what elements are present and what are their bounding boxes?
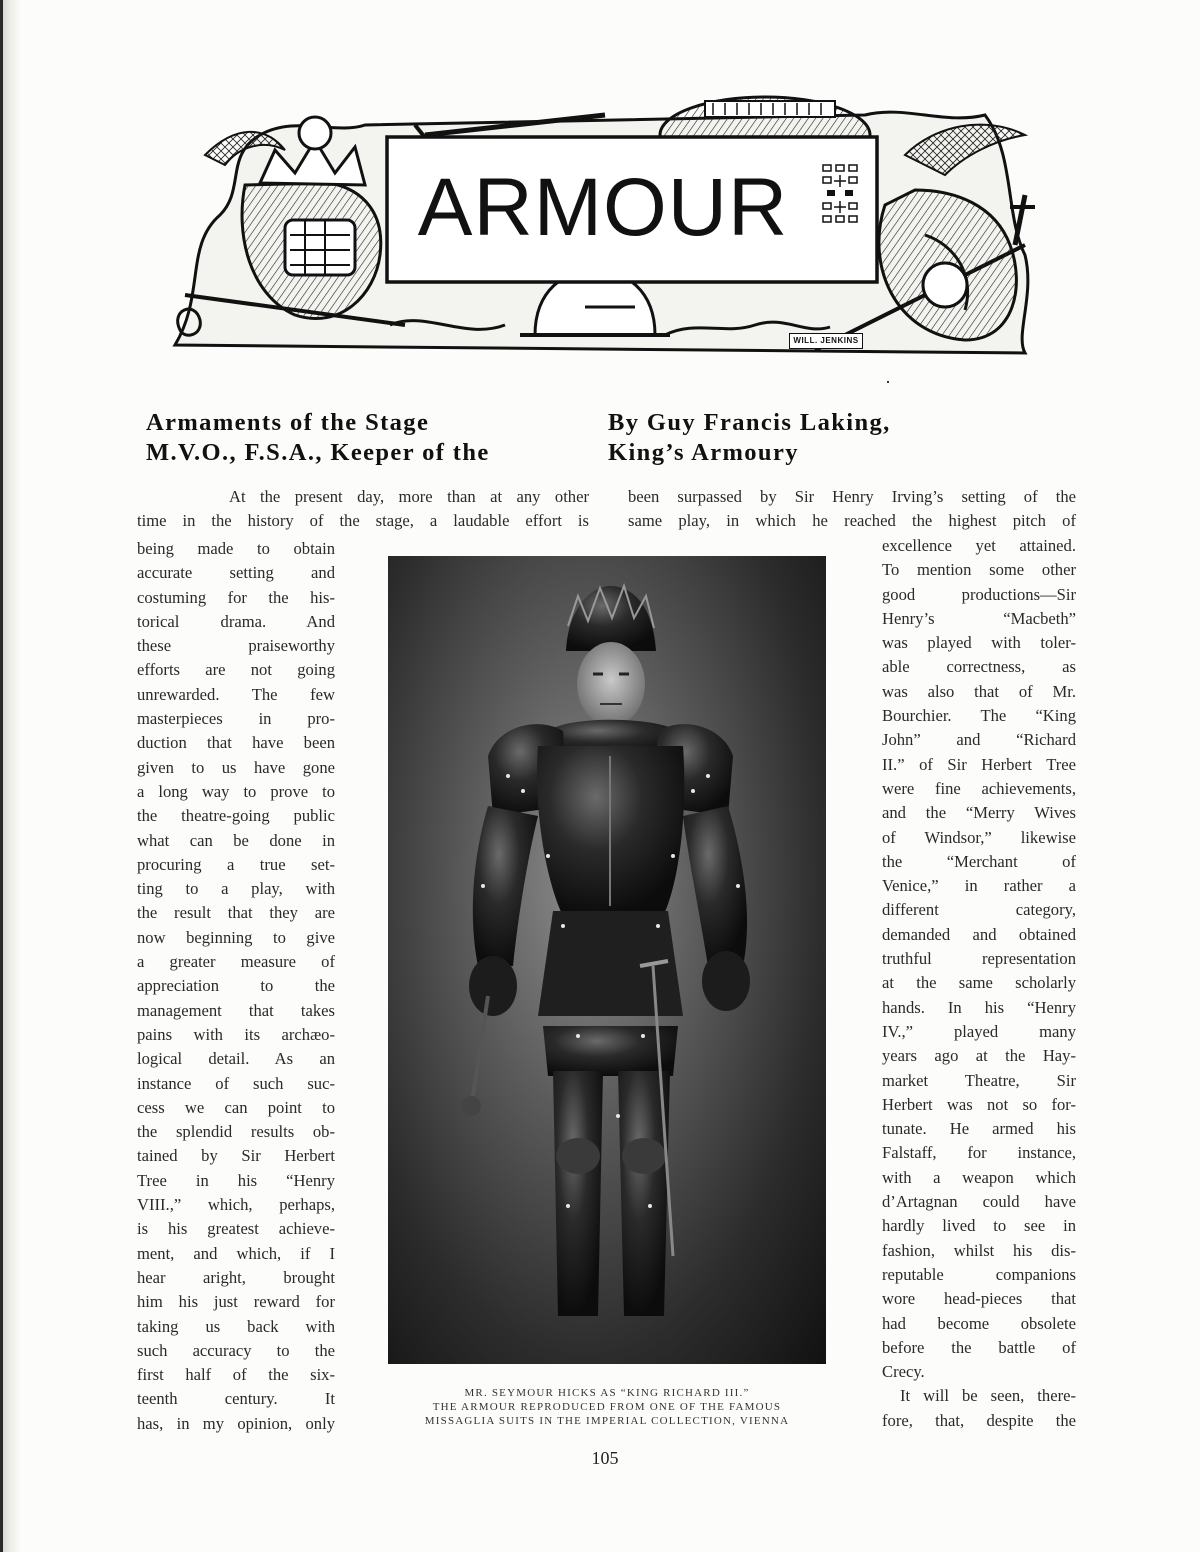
artist-signature: WILL. JENKINS	[789, 333, 863, 349]
text-line: It will be seen, there-	[900, 1386, 1076, 1406]
text-line: pains with its archæo-	[137, 1024, 335, 1044]
text-line: at the same scholarly	[882, 973, 1076, 993]
text-line: reputable companions	[882, 1264, 1076, 1284]
text-line: VIII.,” which, perhaps,	[137, 1195, 335, 1215]
text-line: At the present day, more than at any other	[229, 487, 589, 506]
text-line: was played with toler-	[882, 633, 1076, 653]
text-line: him his just reward for	[137, 1292, 335, 1312]
text-line: is his greatest achieve-	[137, 1219, 335, 1239]
text-line: logical detail. As an	[137, 1049, 335, 1069]
text-line: ting to a play, with	[137, 879, 335, 899]
text-line: wore head-pieces that	[882, 1289, 1076, 1309]
text-line: appreciation to the	[137, 976, 335, 996]
photo-seymour-hicks-in-armour	[388, 556, 826, 1364]
text-line: market Theatre, Sir	[882, 1070, 1076, 1090]
text-line: were fine achievements,	[882, 778, 1076, 798]
article-headline	[146, 408, 1026, 468]
text-line: d’Artagnan could have	[882, 1192, 1076, 1212]
headline-byline: By Guy Francis Laking,	[608, 409, 891, 436]
headline-credentials: M.V.O., F.S.A., Keeper of the	[146, 439, 490, 466]
text-line: Venice,” in rather a	[882, 876, 1076, 896]
text-line: given to us have gone	[137, 757, 335, 777]
article-text-left-column	[137, 537, 335, 1436]
text-line: cess we can point to	[137, 1097, 335, 1117]
text-line: procuring a true set-	[137, 854, 335, 874]
text-line: and the “Merry Wives	[882, 803, 1076, 823]
text-line: instance of such suc-	[137, 1073, 335, 1093]
text-line: now beginning to give	[137, 927, 335, 947]
text-line: truthful representation	[882, 949, 1076, 969]
text-line: taking us back with	[137, 1316, 335, 1336]
text-line: hands. In his “Henry	[882, 997, 1076, 1017]
page-binding-edge	[0, 0, 21, 1552]
text-line: costuming for the his-	[137, 587, 335, 607]
text-line: the “Merchant of	[882, 851, 1076, 871]
text-line: excellence yet attained.	[882, 536, 1076, 555]
text-line: Henry’s “Macbeth”	[882, 608, 1076, 628]
text-line: To mention some other	[882, 560, 1076, 580]
photo-caption	[366, 1386, 848, 1428]
text-line: has, in my opinion, only	[137, 1413, 335, 1433]
text-line: same play, in which he reached the highest pitch of	[628, 511, 1076, 531]
text-line: Bourchier. The “King	[882, 706, 1076, 726]
text-line: unrewarded. The few	[137, 684, 335, 704]
text-line: these praiseworthy	[137, 636, 335, 656]
text-line: the splendid results ob-	[137, 1122, 335, 1142]
text-line: accurate setting and	[137, 563, 335, 583]
text-line: teenth century. It	[137, 1389, 335, 1409]
speck	[887, 381, 889, 383]
text-line: a long way to prove to	[137, 781, 335, 801]
armoured-figure-silhouette	[388, 556, 826, 1364]
text-line: of Windsor,” likewise	[882, 827, 1076, 847]
text-line: a greater measure of	[137, 952, 335, 972]
text-line: hardly lived to see in	[882, 1216, 1076, 1236]
banner-title: ARMOUR	[417, 162, 789, 253]
text-line: the theatre-going public	[137, 806, 335, 826]
text-line: Herbert was not so for-	[882, 1094, 1076, 1114]
caption-line-2: THE ARMOUR REPRODUCED FROM ONE OF THE FAMOUS	[432, 1401, 782, 1413]
text-line: hear aright, brought	[137, 1267, 335, 1287]
text-line: ment, and which, if I	[137, 1243, 335, 1263]
article-text-top-left	[137, 485, 589, 534]
text-line: John” and “Richard	[882, 730, 1076, 750]
caption-line-3: MISSAGLIA SUITS IN THE IMPERIAL COLLECTION, VIENNA	[424, 1415, 790, 1427]
text-line: before the battle of	[882, 1337, 1076, 1357]
text-line: IV.,” played many	[882, 1021, 1076, 1041]
text-line: first half of the six-	[137, 1365, 335, 1385]
headline-title: Armaments of the Stage	[146, 409, 430, 436]
text-line: good productions—Sir	[882, 584, 1076, 604]
text-line: years ago at the Hay-	[882, 1046, 1076, 1066]
text-line: able correctness, as	[882, 657, 1076, 677]
caption-line-1: MR. SEYMOUR HICKS AS “KING RICHARD III.”	[464, 1387, 750, 1399]
text-line: duction that have been	[137, 733, 335, 753]
text-line: torical drama. And	[137, 611, 335, 631]
text-line: Tree in his “Henry	[137, 1170, 335, 1190]
text-line: Crecy.	[882, 1362, 925, 1382]
text-line: Falstaff, for instance,	[882, 1143, 1076, 1163]
text-line: was also that of Mr.	[882, 681, 1076, 701]
text-line: what can be done in	[137, 830, 335, 850]
text-line: different category,	[882, 900, 1076, 920]
article-text-top-right	[628, 485, 1076, 534]
text-line: tained by Sir Herbert	[137, 1146, 335, 1166]
armour-banner	[165, 95, 1035, 358]
text-line: masterpieces in pro-	[137, 709, 335, 729]
text-line: with a weapon which	[882, 1167, 1076, 1187]
text-line: being made to obtain	[137, 539, 335, 558]
text-line: management that takes	[137, 1000, 335, 1020]
text-line: the result that they are	[137, 903, 335, 923]
article-text-right-column	[882, 534, 1076, 1433]
text-line: fashion, whilst his dis-	[882, 1240, 1076, 1260]
headline-office: King’s Armoury	[608, 439, 799, 466]
text-line: fore, that, despite the	[882, 1410, 1076, 1430]
text-line: tunate. He armed his	[882, 1119, 1076, 1139]
text-line: efforts are not going	[137, 660, 335, 680]
text-line: time in the history of the stage, a laudable effort is	[137, 511, 589, 531]
text-line: been surpassed by Sir Henry Irving’s setting of the	[628, 487, 1076, 506]
text-line: such accuracy to the	[137, 1340, 335, 1360]
text-line: II.” of Sir Herbert Tree	[882, 754, 1076, 774]
page-number: 105	[591, 1448, 619, 1468]
text-line: demanded and obtained	[882, 924, 1076, 944]
text-line: had become obsolete	[882, 1313, 1076, 1333]
